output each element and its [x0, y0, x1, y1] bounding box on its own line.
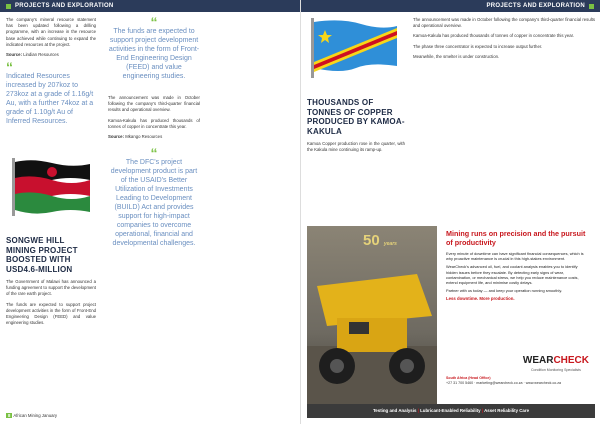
wearcheck-logo [523, 350, 589, 372]
body-paragraph-3: The phase three concentrator is expected to increase output further. [413, 43, 543, 49]
service-1: Testing and Analysis [372, 408, 417, 413]
pull-quote-1-text: Indicated Resources increased by 207koz to 273koz at a grade of 1.16g/t Au, with a further 74koz at a grade of 1.10g/t Au of Inferred Resources. [6, 73, 94, 126]
left-column-2 [108, 14, 200, 248]
pull-quote-3 [108, 145, 200, 248]
footer-date: January [41, 413, 58, 418]
advert-title: Mining runs on precision and the pursuit of productivity [446, 229, 586, 247]
advert-body-1: Every minute of downtime can have significant financial consequences, which is why proactive maintenance is crucial in this high-stakes environment. [446, 251, 584, 262]
intro-source [6, 52, 96, 58]
years-label: years [383, 241, 397, 247]
advert-body-2: WearCheck's advanced oil, fuel, and coolant analysis enables you to identify hidden issues before they escalate. By detecting early signs of wear, contamination, or mechanical stress, we help you reduce maintenance costs, extend equipment life, and minimise costly delays. [446, 264, 579, 286]
body-paragraph-4: Meanwhile, the smelter is under construction. [413, 53, 500, 59]
service-2: Lubricant-Enabled Reliability [420, 408, 481, 413]
separator-icon: | [481, 408, 485, 413]
quote-mark-icon: “ [150, 14, 158, 30]
songwe-headline: SONGWE HILL MINING PROJECT BOOSTED WITH USD4.6-MILLION [6, 236, 78, 274]
right-column-1 [307, 98, 405, 157]
logo-main: WEAR [522, 355, 554, 366]
body-paragraph-2: Kamoa-Kakula has produced thousands of tonnes of copper in concentrate this year. [413, 33, 574, 39]
haul-truck-photo [307, 226, 437, 404]
pull-quote-2 [108, 14, 200, 81]
web-text: www.wearcheck.co.za [525, 380, 562, 385]
body-paragraph-a: The Government of Malawi has announced a funding agreement to support the development of the rare earth project. [6, 279, 96, 297]
page-footer [6, 413, 57, 418]
section-band [301, 0, 600, 12]
drc-flag-image [311, 18, 399, 78]
wearcheck-advert [307, 226, 595, 418]
advert-service-bar [307, 404, 595, 418]
years-number: 50 [363, 232, 380, 249]
advert-text [441, 226, 595, 402]
body-paragraph-c: The announcement was made in October following the company's third-quarter financial results and operational overview. [108, 95, 200, 113]
left-column-1b [6, 236, 96, 330]
mid-source-label: Source: [108, 134, 124, 140]
band-square-icon [6, 4, 11, 9]
section-title: PROJECTS AND EXPLORATION [15, 3, 114, 9]
right-column-2 [413, 17, 595, 64]
footer-brand: African Mining [13, 413, 41, 418]
band-square-icon [589, 4, 594, 9]
advert-contacts: South Africa (Head Office) +27 31 700 5460 · marketing@wearcheck.co.za · www.wearcheck.co.za [446, 376, 562, 385]
section-band [0, 0, 300, 12]
mid-source [108, 134, 200, 140]
service-3: Asset Reliability Care [484, 408, 530, 413]
lead-paragraph: Kamoa Copper production rose in the quarter, with the Kakula mine continuing its ramp-up. [307, 141, 405, 153]
quote-mark-icon: “ [150, 145, 158, 162]
pull-quote-2-text: The funds are expected to support project development activities in the form of Front-End Engineering Design (FEED) and value engineering studies. [108, 28, 200, 80]
pull-quote-3-text: The DFC's project development product is part of the USAID's Better Utilization of Investments Leading to Development (BUILD) Act and provides support for high-impact companies to overcome operational, financial and developmental challenges. [110, 159, 198, 248]
mid-source-value: Mkango Resources [125, 134, 163, 140]
advert-body-3: Partner with us today — and keep your operation running smoothly. [446, 288, 563, 294]
intro-source-value: Lindian Resources [23, 52, 59, 58]
malawi-flag-image [12, 158, 92, 216]
office-label: South Africa (Head Office) [446, 376, 491, 380]
intro-paragraph: The company's mineral resource statement has been updated following a drilling programme, with an increase in the resource base achieved while continuing to expand the indicated resources at the project. [6, 17, 96, 47]
kamoa-headline: THOUSANDS OF TONNES OF COPPER PRODUCED BY KAMOA-KAKULA [307, 98, 405, 136]
left-column-1 [6, 17, 96, 126]
page-number: 8 [8, 413, 11, 418]
section-title: PROJECTS AND EXPLORATION [486, 3, 585, 9]
logo-sub: CHECK [553, 355, 589, 366]
right-page [300, 0, 600, 424]
body-paragraph-b: The funds are expected to support project development activities in the form of Front-End Engineering Design (FEED) and value engineering studies. [6, 301, 96, 326]
body-paragraph-d: Kamoa-Kakula has produced thousands of tonnes of copper in concentrate this year. [108, 117, 200, 129]
body-paragraph-1: The announcement was made in October following the company's third-quarter financial results and operational overview. [413, 17, 595, 29]
quote-mark-icon: “ [6, 59, 13, 76]
advert-cta: Less downtime. More production. [446, 296, 515, 302]
intro-source-label: Source: [6, 52, 22, 58]
logo-tagline: Condition Monitoring Specialists [531, 368, 581, 372]
phone-text: +27 31 700 5460 [446, 380, 474, 385]
pull-quote-1 [6, 59, 96, 126]
separator-icon: | [417, 408, 421, 413]
haul-truck-illustration [307, 226, 437, 404]
anniversary-badge [363, 232, 397, 249]
email-text: marketing@wearcheck.co.za [476, 380, 523, 385]
